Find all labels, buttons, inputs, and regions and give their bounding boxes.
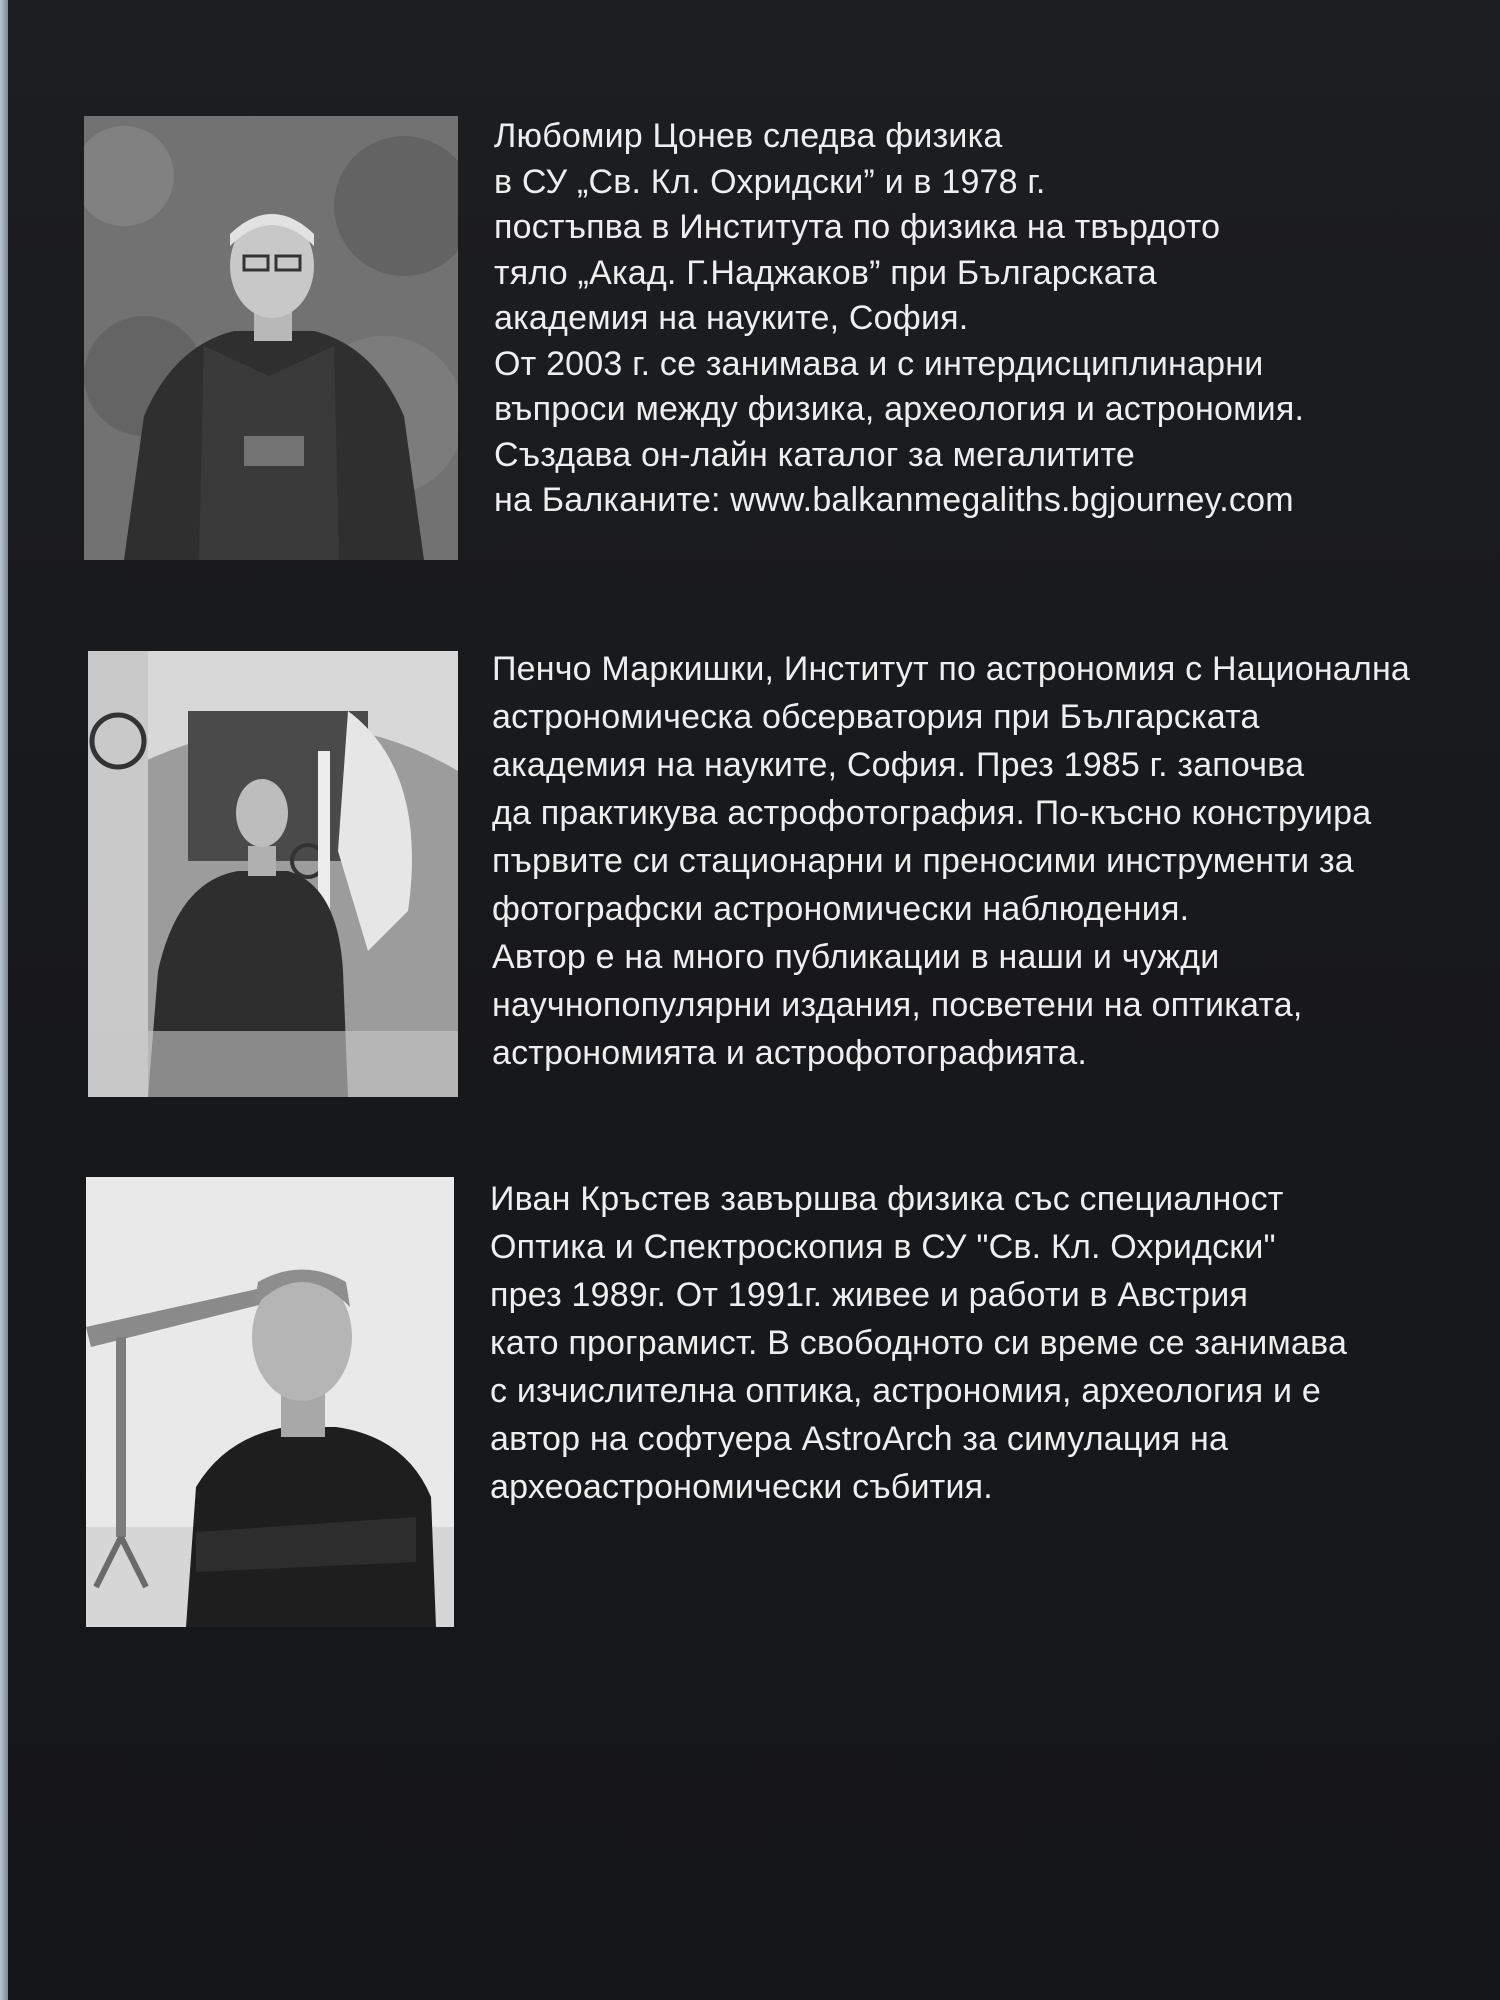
bio-line: Любомир Цонев следва физика xyxy=(494,117,1003,155)
bio-line: с изчислителна оптика, астрономия, археология и е xyxy=(490,1372,1321,1410)
bio-line: Оптика и Спектроскопия в СУ "Св. Кл. Охридски" xyxy=(490,1228,1276,1266)
portrait-icon xyxy=(84,116,458,560)
portrait-icon xyxy=(86,1177,454,1627)
bio-line: Пенчо Маркишки, Институт по астрономия с Национална xyxy=(492,650,1411,688)
bio-line: тяло „Акад. Г.Наджаков” при Българската xyxy=(494,253,1157,292)
author-photo-tsonev xyxy=(84,116,458,560)
bio-text-krastev xyxy=(490,1175,1347,1511)
bio-text-tsonev xyxy=(494,114,1304,524)
bio-line: автор на софтуера AstroArch за симулация на xyxy=(490,1420,1229,1458)
bio-line: да практикува астрофотография. По-късно конструира xyxy=(492,794,1372,832)
bio-line: първите си стационарни и преносими инструменти за xyxy=(492,842,1354,880)
bio-line: астрономията и астрофотографията. xyxy=(492,1034,1088,1072)
bio-line: като програмист. В свободното си време се занимава xyxy=(490,1324,1348,1362)
bio-line: въпроси между физика, археология и астрономия. xyxy=(494,390,1305,428)
bio-line: астрономическа обсерватория при Българската xyxy=(492,698,1260,736)
bio-line: Иван Кръстев завършва физика със специалност xyxy=(490,1180,1284,1218)
bio-line: От 2003 г. се занимава и с интердисциплинарни xyxy=(494,344,1264,383)
author-photo-krastev xyxy=(86,1177,454,1627)
bio-line: археоастрономически събития. xyxy=(490,1468,993,1506)
bio-line: в СУ „Св. Кл. Охридски” и в 1978 г. xyxy=(494,162,1046,201)
portrait-icon xyxy=(88,651,458,1097)
bio-line: постъпва в Института по физика на твърдото xyxy=(494,208,1221,246)
bio-line: през 1989г. От 1991г. живее и работи в Австрия xyxy=(490,1276,1249,1314)
author-photo-markishki xyxy=(88,651,458,1097)
bio-line: Автор е на много публикации в наши и чужди xyxy=(492,938,1220,976)
page-edge xyxy=(0,0,8,2000)
bio-line: академия на науките, София. През 1985 г. започва xyxy=(492,746,1305,784)
bio-line: научнопопулярни издания, посветени на оптиката, xyxy=(492,986,1303,1024)
bio-text-markishki xyxy=(492,645,1410,1077)
bio-line: академия на науките, София. xyxy=(494,299,969,337)
bio-line: фотографски астрономически наблюдения. xyxy=(492,890,1190,928)
bio-line: Създава он-лайн каталог за мегалитите xyxy=(494,435,1135,474)
bio-line: на Балканите: www.balkanmegaliths.bgjourney.com xyxy=(494,481,1294,519)
